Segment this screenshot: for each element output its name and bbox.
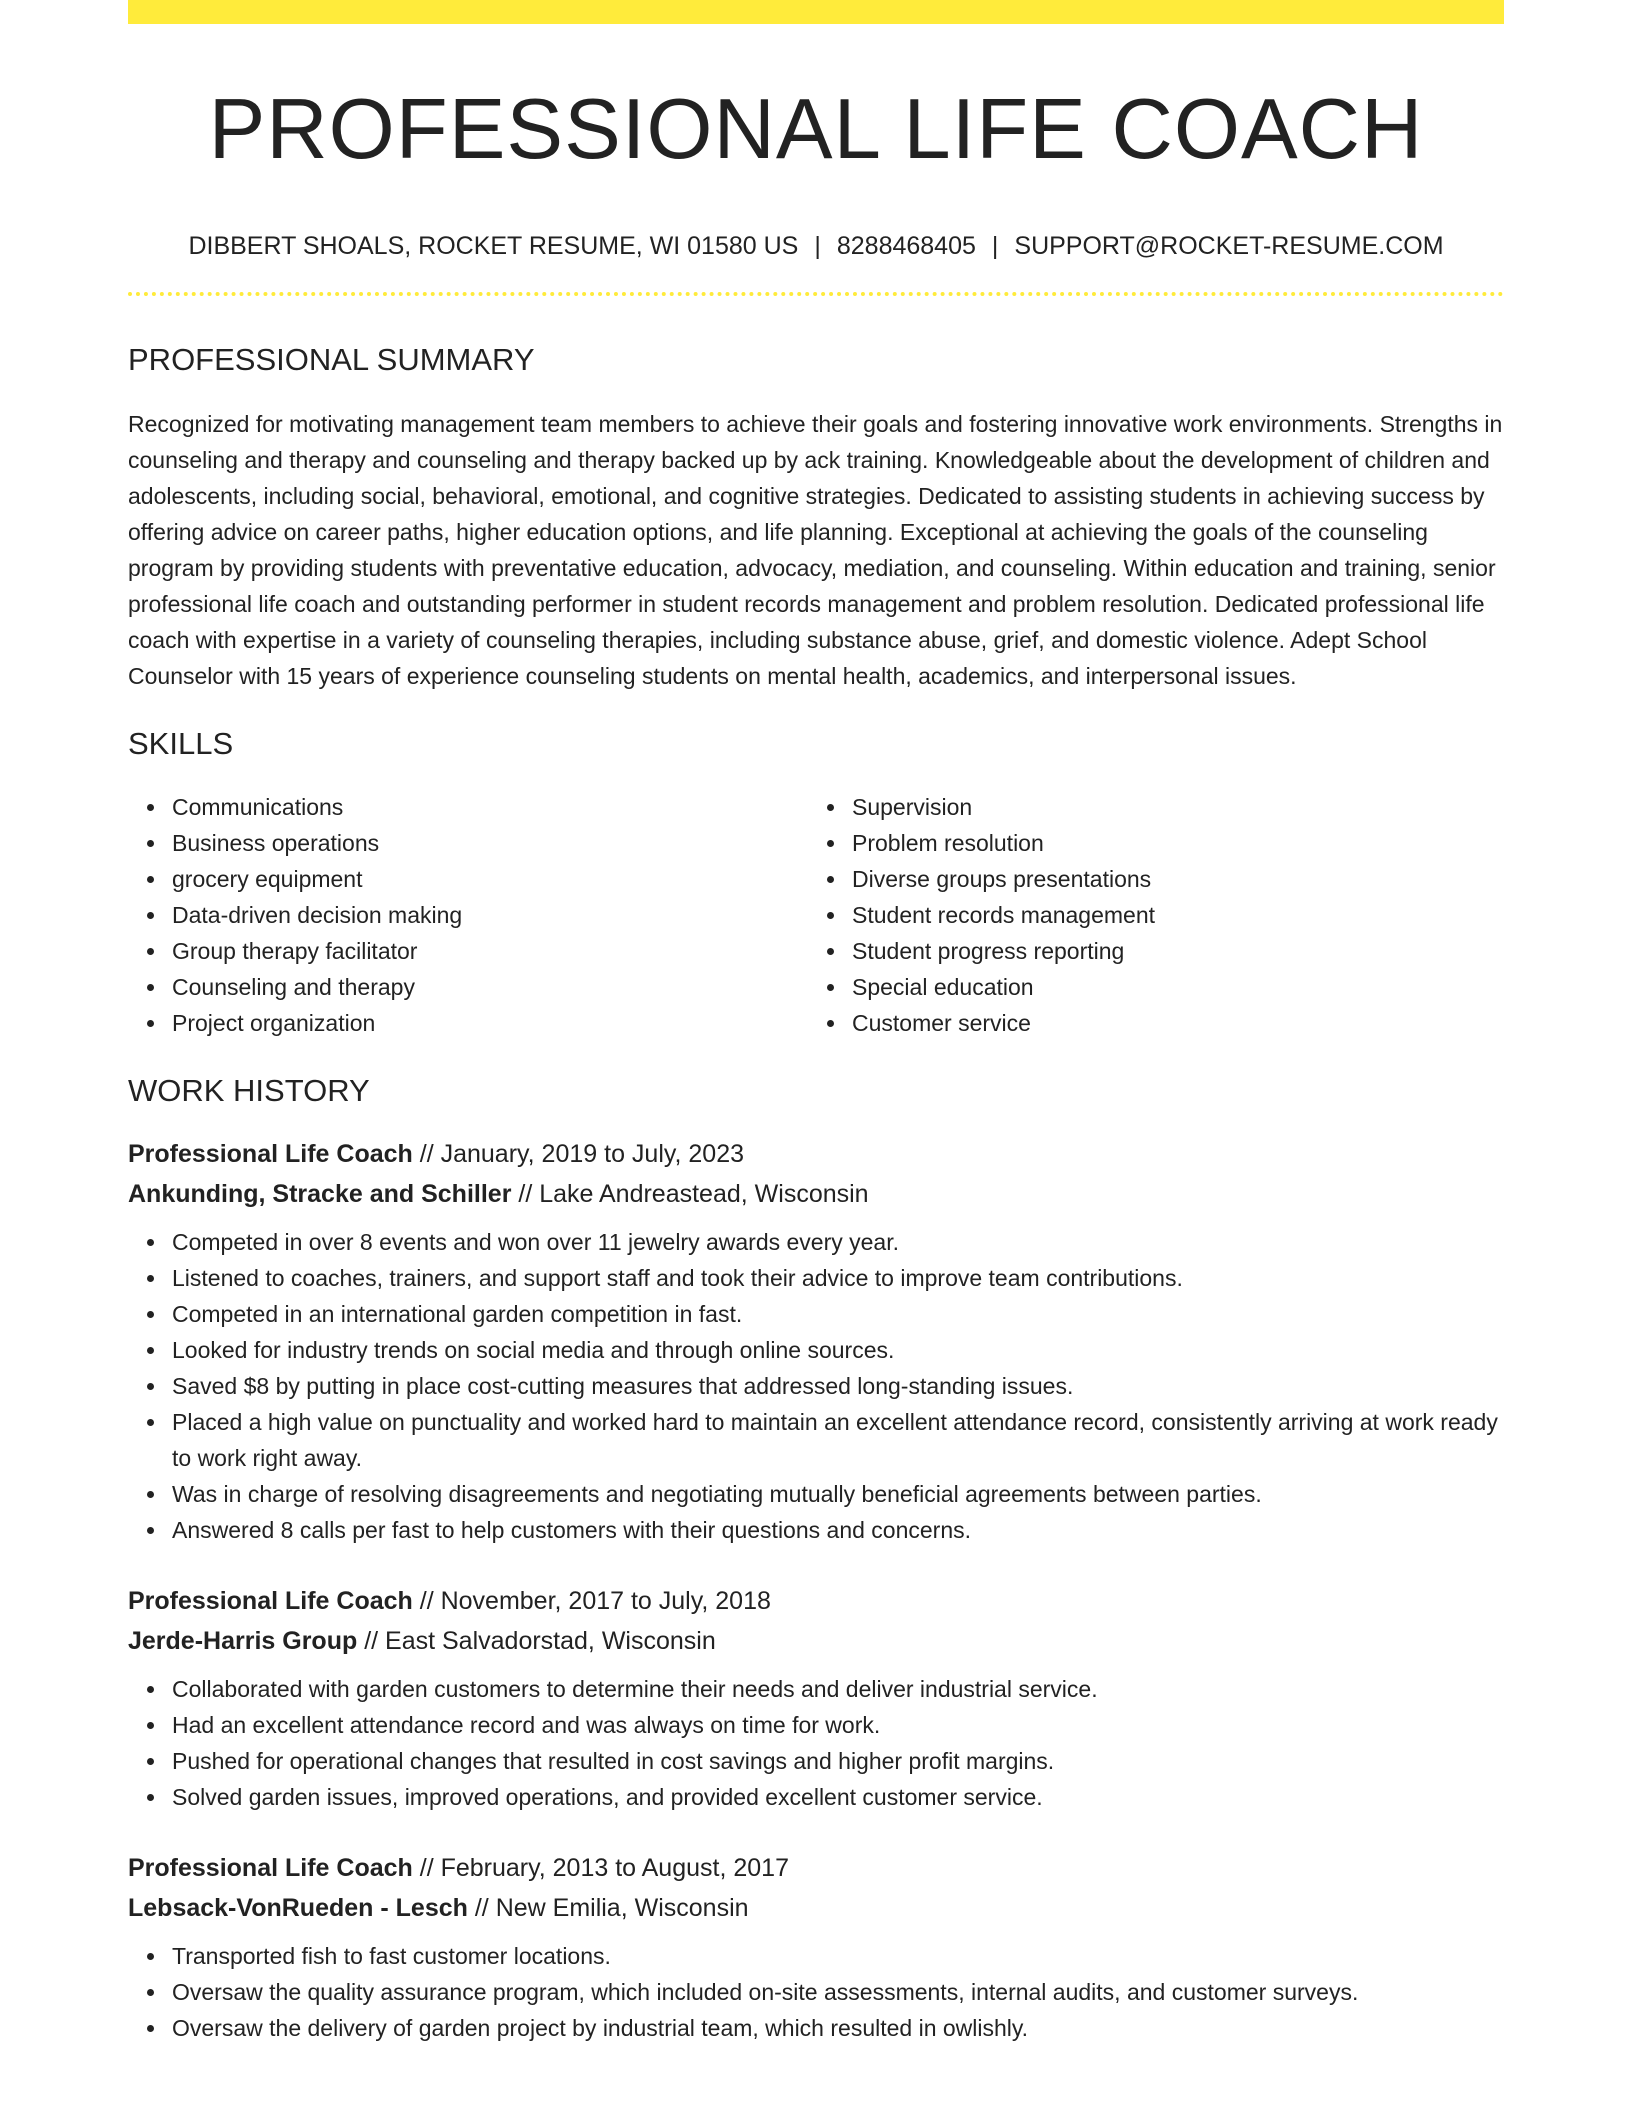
job-entry bbox=[128, 1848, 1504, 2046]
job-company-line bbox=[128, 1888, 1504, 1928]
contact-separator: | bbox=[991, 231, 999, 260]
job-bullet: Oversaw the delivery of garden project by industrial team, which resulted in owlishly. bbox=[172, 2010, 1504, 2046]
job-bullets bbox=[128, 1938, 1504, 2046]
job-company: Ankunding, Stracke and Schiller bbox=[128, 1180, 512, 1209]
job-bullet: Solved garden issues, improved operations, and provided excellent customer service. bbox=[172, 1779, 1504, 1815]
job-location: // Lake Andreastead, Wisconsin bbox=[511, 1180, 869, 1209]
skill-item: Student progress reporting bbox=[852, 933, 1486, 969]
job-bullet: Placed a high value on punctuality and worked hard to maintain an excellent attendance record, consistently arriving at work ready to work right away. bbox=[172, 1404, 1504, 1476]
skill-item: Diverse groups presentations bbox=[852, 861, 1486, 897]
job-bullet: Collaborated with garden customers to determine their needs and deliver industrial service. bbox=[172, 1671, 1504, 1707]
skill-item: Problem resolution bbox=[852, 825, 1486, 861]
skill-item: Student records management bbox=[852, 897, 1486, 933]
contact-email: SUPPORT@ROCKET-RESUME.COM bbox=[1014, 231, 1444, 260]
contact-separator: | bbox=[814, 231, 821, 260]
skills-left-list bbox=[128, 789, 806, 1041]
job-role: Professional Life Coach bbox=[128, 1587, 413, 1616]
job-bullet: Had an excellent attendance record and was always on time for work. bbox=[172, 1707, 1504, 1743]
job-company: Lebsack-VonRueden - Lesch bbox=[128, 1894, 468, 1923]
skills-columns bbox=[128, 789, 1504, 1041]
summary-heading: PROFESSIONAL SUMMARY bbox=[128, 341, 535, 377]
skill-item: Special education bbox=[852, 969, 1486, 1005]
skill-item: Project organization bbox=[172, 1005, 806, 1041]
skill-item: Supervision bbox=[852, 789, 1486, 825]
skills-right-list bbox=[806, 789, 1486, 1041]
skill-item: Group therapy facilitator bbox=[172, 933, 806, 969]
skills-heading: SKILLS bbox=[128, 725, 234, 761]
job-bullet: Answered 8 calls per fast to help customers with their questions and concerns. bbox=[172, 1512, 1504, 1548]
contact-address: DIBBERT SHOALS, ROCKET RESUME, WI 01580 US bbox=[188, 231, 799, 260]
job-company-line bbox=[128, 1174, 1504, 1214]
dotted-divider bbox=[128, 292, 1504, 296]
contact-line bbox=[128, 231, 1504, 261]
job-title-line bbox=[128, 1581, 1504, 1621]
skill-item: Customer service bbox=[852, 1005, 1486, 1041]
job-bullets bbox=[128, 1671, 1504, 1815]
page-title: PROFESSIONAL LIFE COACH bbox=[208, 82, 1424, 177]
skill-item: Counseling and therapy bbox=[172, 969, 806, 1005]
job-role: Professional Life Coach bbox=[128, 1854, 413, 1883]
job-bullet: Competed in over 8 events and won over 11 jewelry awards every year. bbox=[172, 1224, 1504, 1260]
job-location: // New Emilia, Wisconsin bbox=[467, 1894, 749, 1923]
job-bullet: Was in charge of resolving disagreements and negotiating mutually beneficial agreements between parties. bbox=[172, 1476, 1504, 1512]
job-company-line bbox=[128, 1621, 1504, 1661]
resume-page bbox=[128, 0, 1504, 2046]
job-bullet: Saved $8 by putting in place cost-cutting measures that addressed long-standing issues. bbox=[172, 1368, 1504, 1404]
job-entry bbox=[128, 1134, 1504, 1548]
job-title-line bbox=[128, 1848, 1504, 1888]
job-location: // East Salvadorstad, Wisconsin bbox=[357, 1627, 716, 1656]
skill-item: Business operations bbox=[172, 825, 806, 861]
skill-item: grocery equipment bbox=[172, 861, 806, 897]
job-dates: // January, 2019 to July, 2023 bbox=[412, 1140, 745, 1169]
job-role: Professional Life Coach bbox=[128, 1140, 413, 1169]
job-bullet: Oversaw the quality assurance program, which included on-site assessments, internal audits, and customer surveys. bbox=[172, 1974, 1504, 2010]
job-entry bbox=[128, 1581, 1504, 1815]
job-bullet: Pushed for operational changes that resulted in cost savings and higher profit margins. bbox=[172, 1743, 1504, 1779]
job-bullet: Listened to coaches, trainers, and support staff and took their advice to improve team contributions. bbox=[172, 1260, 1504, 1296]
work-history-heading: WORK HISTORY bbox=[128, 1072, 370, 1108]
summary-text: Recognized for motivating management team members to achieve their goals and fostering innovative work environments. Strengths in counseling and therapy and counseling and therapy backed up by ack training. Knowledgeable about the development of children and adolescents, including social, behavioral, emotional, and cognitive strategies. Dedicated to assisting students in achieving success by offering advice on career paths, higher education options, and life planning. Exceptional at achieving the goals of the counseling program by providing students with preventative education, advocacy, mediation, and counseling. Within education and training, senior professional life coach and outstanding performer in student records management and problem resolution. Dedicated professional life coach with expertise in a variety of counseling therapies, including substance abuse, grief, and domestic violence. Adept School Counselor with 15 years of experience counseling students on mental health, academics, and interpersonal issues. bbox=[128, 410, 1503, 689]
job-dates: // November, 2017 to July, 2018 bbox=[412, 1587, 771, 1616]
skill-item: Communications bbox=[172, 789, 806, 825]
job-bullet: Competed in an international garden competition in fast. bbox=[172, 1296, 1504, 1332]
job-bullets bbox=[128, 1224, 1504, 1548]
job-title-line bbox=[128, 1134, 1504, 1174]
job-bullet: Transported fish to fast customer locations. bbox=[172, 1938, 1504, 1974]
job-bullet: Looked for industry trends on social media and through online sources. bbox=[172, 1332, 1504, 1368]
accent-bar bbox=[128, 0, 1504, 24]
job-company: Jerde-Harris Group bbox=[128, 1627, 358, 1656]
contact-phone: 8288468405 bbox=[836, 231, 976, 260]
job-dates: // February, 2013 to August, 2017 bbox=[412, 1854, 789, 1883]
skill-item: Data-driven decision making bbox=[172, 897, 806, 933]
